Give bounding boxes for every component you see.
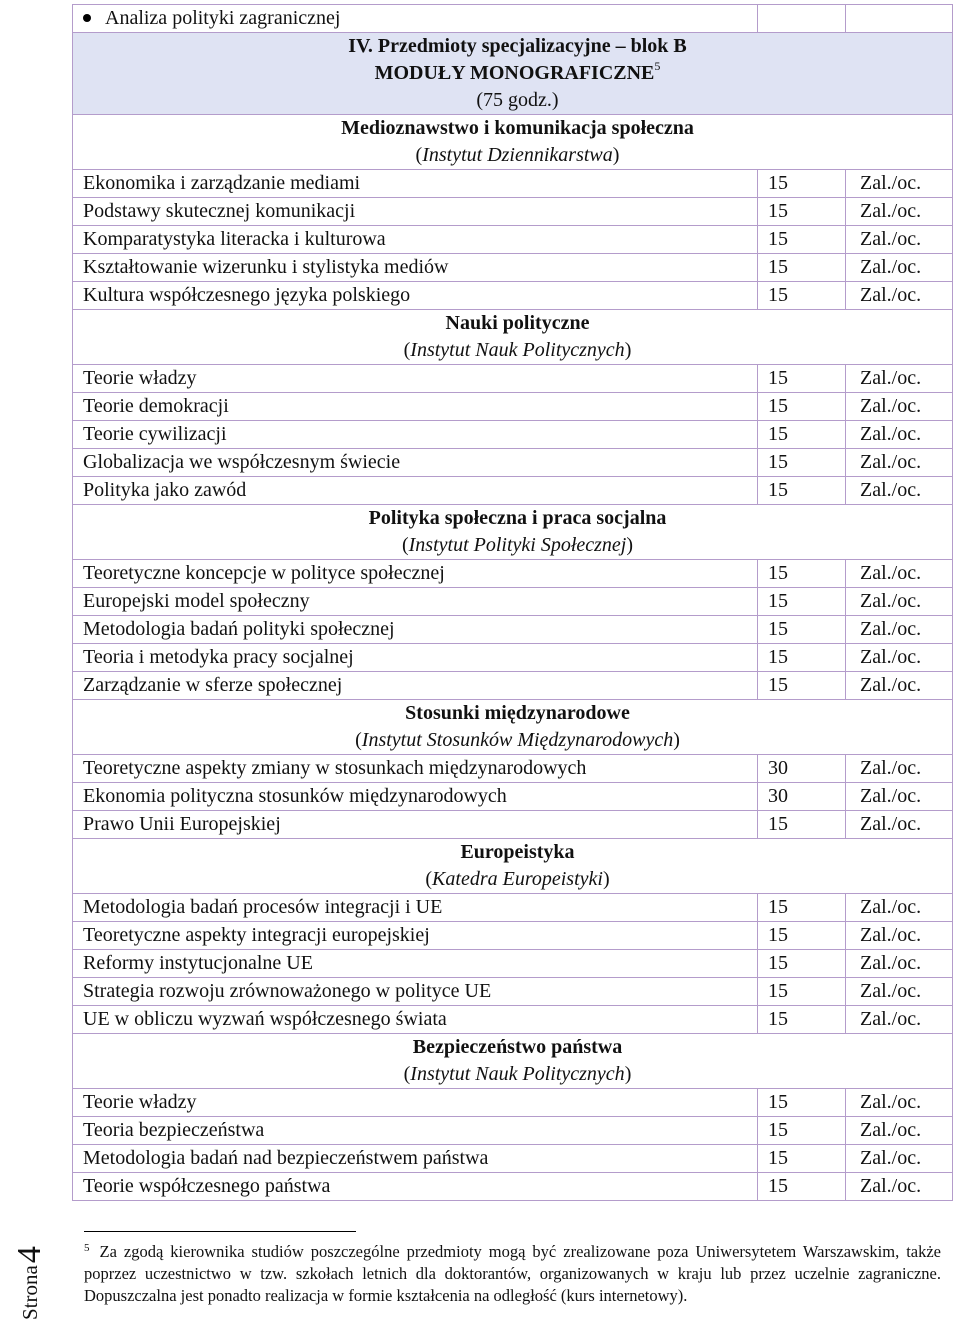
- course-assessment: Zal./oc.: [846, 198, 953, 226]
- section-institute: Instytut Nauk Politycznych: [410, 1063, 625, 1085]
- curriculum-table: [72, 4, 953, 1201]
- course-hours: 15: [758, 365, 846, 393]
- course-name: Podstawy skutecznej komunikacji: [73, 198, 758, 226]
- course-hours: 15: [758, 1006, 846, 1034]
- banner-subtitle-line: [83, 60, 952, 87]
- course-assessment: Zal./oc.: [846, 978, 953, 1006]
- course-assessment: Zal./oc.: [846, 1145, 953, 1173]
- section-institute: Katedra Europeistyki: [432, 868, 603, 890]
- form-cell: [846, 5, 953, 33]
- course-hours: 15: [758, 254, 846, 282]
- course-name: Prawo Unii Europejskiej: [73, 811, 758, 839]
- course-row: [73, 1089, 953, 1117]
- section-title: Bezpieczeństwo państwa: [412, 1036, 623, 1058]
- course-assessment: Zal./oc.: [846, 226, 953, 254]
- course-name: Teorie władzy: [73, 365, 758, 393]
- course-row: [73, 170, 953, 198]
- course-assessment: Zal./oc.: [846, 393, 953, 421]
- course-hours: 15: [758, 393, 846, 421]
- course-hours: 15: [758, 282, 846, 310]
- course-row: [73, 1173, 953, 1201]
- banner-title: IV. Przedmioty specjalizacyjne – blok B: [348, 35, 687, 57]
- course-hours: 15: [758, 644, 846, 672]
- section-institute-line: (Instytut Dziennikarstwa): [415, 144, 620, 166]
- section-institute-line: (Katedra Europeistyki): [425, 868, 610, 890]
- section-title: Europeistyka: [460, 841, 575, 863]
- course-row: [73, 1145, 953, 1173]
- page-number: 4: [11, 1246, 48, 1264]
- footnote-text: Za zgodą kierownika studiów poszczególne przedmioty mogą być zrealizowane poza Uniwersytetem Warszawskim, także poprzez uczestnictwo w tzw. szkołach letnich dla doktorantów, organizowanych w kraju lub przez uczelnie zagraniczne. Dopuszczalna jest ponadto realizacja w formie kształcenia na odległość (kurs internetowy).: [84, 1242, 941, 1305]
- section-header: [73, 1034, 953, 1089]
- course-hours: 30: [758, 755, 846, 783]
- section-institute: Instytut Dziennikarstwa: [422, 144, 613, 166]
- section-title: Medioznawstwo i komunikacja społeczna: [341, 117, 694, 139]
- course-hours: 15: [758, 1089, 846, 1117]
- course-row: [73, 978, 953, 1006]
- course-assessment: Zal./oc.: [846, 922, 953, 950]
- course-row: [73, 198, 953, 226]
- course-row: [73, 254, 953, 282]
- course-hours: 15: [758, 170, 846, 198]
- section-title: Polityka społeczna i praca socjalna: [368, 507, 667, 529]
- course-name: Teorie demokracji: [73, 393, 758, 421]
- banner-subtitle: MODUŁY MONOGRAFICZNE: [374, 62, 655, 84]
- course-name: Strategia rozwoju zrównoważonego w polityce UE: [73, 978, 758, 1006]
- course-hours: 15: [758, 588, 846, 616]
- section-institute-line: (Instytut Nauk Politycznych): [403, 339, 632, 361]
- section-header: [73, 839, 953, 894]
- course-assessment: Zal./oc.: [846, 950, 953, 978]
- course-row: [73, 477, 953, 505]
- course-name: Kultura współczesnego języka polskiego: [73, 282, 758, 310]
- course-row: [73, 449, 953, 477]
- course-row: [73, 894, 953, 922]
- course-row: [73, 588, 953, 616]
- course-row: [73, 783, 953, 811]
- section-header-cell: [73, 115, 953, 170]
- course-name: Ekonomia polityczna stosunków międzynarodowych: [73, 783, 758, 811]
- page-word: Strona: [18, 1265, 42, 1320]
- course-hours: 15: [758, 1145, 846, 1173]
- course-name: Teoria i metodyka pracy socjalnej: [73, 644, 758, 672]
- block-banner: [73, 33, 953, 115]
- course-hours: 15: [758, 1173, 846, 1201]
- course-name: Analiza polityki zagranicznej: [105, 7, 341, 29]
- section-title: Stosunki międzynarodowe: [405, 702, 630, 724]
- course-row: [73, 922, 953, 950]
- course-row: [73, 644, 953, 672]
- footnote-ref: 5: [654, 59, 661, 73]
- course-assessment: Zal./oc.: [846, 560, 953, 588]
- course-name: Teoretyczne aspekty integracji europejskiej: [73, 922, 758, 950]
- section-institute-line: (Instytut Stosunków Międzynarodowych): [355, 729, 680, 751]
- course-row: [73, 616, 953, 644]
- course-row: [73, 1006, 953, 1034]
- course-name: Teoretyczne aspekty zmiany w stosunkach międzynarodowych: [73, 755, 758, 783]
- course-hours: 15: [758, 950, 846, 978]
- course-row: [73, 811, 953, 839]
- bullet-cell: [73, 5, 758, 33]
- course-assessment: Zal./oc.: [846, 449, 953, 477]
- course-name: Kształtowanie wizerunku i stylistyka mediów: [73, 254, 758, 282]
- course-name: Komparatystyka literacka i kulturowa: [73, 226, 758, 254]
- course-assessment: Zal./oc.: [846, 644, 953, 672]
- section-institute: Instytut Nauk Politycznych: [410, 339, 625, 361]
- course-name: UE w obliczu wyzwań współczesnego świata: [73, 1006, 758, 1034]
- course-row: [73, 672, 953, 700]
- course-assessment: Zal./oc.: [846, 1006, 953, 1034]
- section-header: [73, 505, 953, 560]
- course-hours: 15: [758, 672, 846, 700]
- section-header-cell: [73, 310, 953, 365]
- section-institute: Instytut Polityki Społecznej: [408, 534, 627, 556]
- course-name: Europejski model społeczny: [73, 588, 758, 616]
- course-hours: 15: [758, 560, 846, 588]
- course-assessment: Zal./oc.: [846, 1117, 953, 1145]
- course-assessment: Zal./oc.: [846, 1173, 953, 1201]
- hours-cell: [758, 5, 846, 33]
- course-row: [73, 755, 953, 783]
- course-row: [73, 1117, 953, 1145]
- course-assessment: Zal./oc.: [846, 811, 953, 839]
- section-institute-line: (Instytut Nauk Politycznych): [403, 1063, 632, 1085]
- section-header-cell: [73, 839, 953, 894]
- course-name: Metodologia badań polityki społecznej: [73, 616, 758, 644]
- course-row: [73, 282, 953, 310]
- course-hours: 15: [758, 978, 846, 1006]
- footnote: [84, 1241, 941, 1307]
- course-row: [73, 560, 953, 588]
- course-hours: 30: [758, 783, 846, 811]
- section-institute-line: (Instytut Polityki Społecznej): [401, 534, 634, 556]
- course-assessment: Zal./oc.: [846, 365, 953, 393]
- course-name: Reformy instytucjonalne UE: [73, 950, 758, 978]
- bullet-icon: [83, 14, 91, 22]
- course-assessment: Zal./oc.: [846, 170, 953, 198]
- section-header-cell: [73, 505, 953, 560]
- course-row: [73, 393, 953, 421]
- course-hours: 15: [758, 894, 846, 922]
- course-assessment: Zal./oc.: [846, 1089, 953, 1117]
- table-row: [73, 5, 953, 33]
- course-name: Teorie współczesnego państwa: [73, 1173, 758, 1201]
- course-assessment: Zal./oc.: [846, 894, 953, 922]
- course-name: Teorie cywilizacji: [73, 421, 758, 449]
- page-number-label: [11, 1246, 49, 1320]
- course-row: [73, 365, 953, 393]
- course-hours: 15: [758, 421, 846, 449]
- course-name: Polityka jako zawód: [73, 477, 758, 505]
- course-hours: 15: [758, 198, 846, 226]
- course-hours: 15: [758, 811, 846, 839]
- course-hours: 15: [758, 449, 846, 477]
- course-assessment: Zal./oc.: [846, 421, 953, 449]
- course-assessment: Zal./oc.: [846, 783, 953, 811]
- course-name: Zarządzanie w sferze społecznej: [73, 672, 758, 700]
- course-row: [73, 226, 953, 254]
- course-row: [73, 950, 953, 978]
- course-hours: 15: [758, 922, 846, 950]
- course-name: Teorie władzy: [73, 1089, 758, 1117]
- course-hours: 15: [758, 226, 846, 254]
- banner-hours: (75 godz.): [476, 89, 559, 111]
- course-assessment: Zal./oc.: [846, 672, 953, 700]
- course-hours: 15: [758, 1117, 846, 1145]
- section-header: [73, 310, 953, 365]
- course-name: Teoretyczne koncepcje w polityce społecznej: [73, 560, 758, 588]
- course-name: Globalizacja we współczesnym świecie: [73, 449, 758, 477]
- course-name: Metodologia badań procesów integracji i UE: [73, 894, 758, 922]
- course-name: Ekonomika i zarządzanie mediami: [73, 170, 758, 198]
- course-name: Metodologia badań nad bezpieczeństwem państwa: [73, 1145, 758, 1173]
- banner-cell: [73, 33, 953, 115]
- section-title: Nauki polityczne: [445, 312, 590, 334]
- course-assessment: Zal./oc.: [846, 282, 953, 310]
- course-assessment: Zal./oc.: [846, 616, 953, 644]
- footnote-rule: [84, 1231, 356, 1232]
- course-row: [73, 421, 953, 449]
- course-assessment: Zal./oc.: [846, 254, 953, 282]
- section-header: [73, 700, 953, 755]
- section-institute: Instytut Stosunków Międzynarodowych: [361, 729, 674, 751]
- course-assessment: Zal./oc.: [846, 477, 953, 505]
- course-assessment: Zal./oc.: [846, 755, 953, 783]
- section-header-cell: [73, 700, 953, 755]
- footnote-number: 5: [84, 1242, 90, 1254]
- section-header: [73, 115, 953, 170]
- course-assessment: Zal./oc.: [846, 588, 953, 616]
- course-hours: 15: [758, 477, 846, 505]
- section-header-cell: [73, 1034, 953, 1089]
- course-name: Teoria bezpieczeństwa: [73, 1117, 758, 1145]
- course-hours: 15: [758, 616, 846, 644]
